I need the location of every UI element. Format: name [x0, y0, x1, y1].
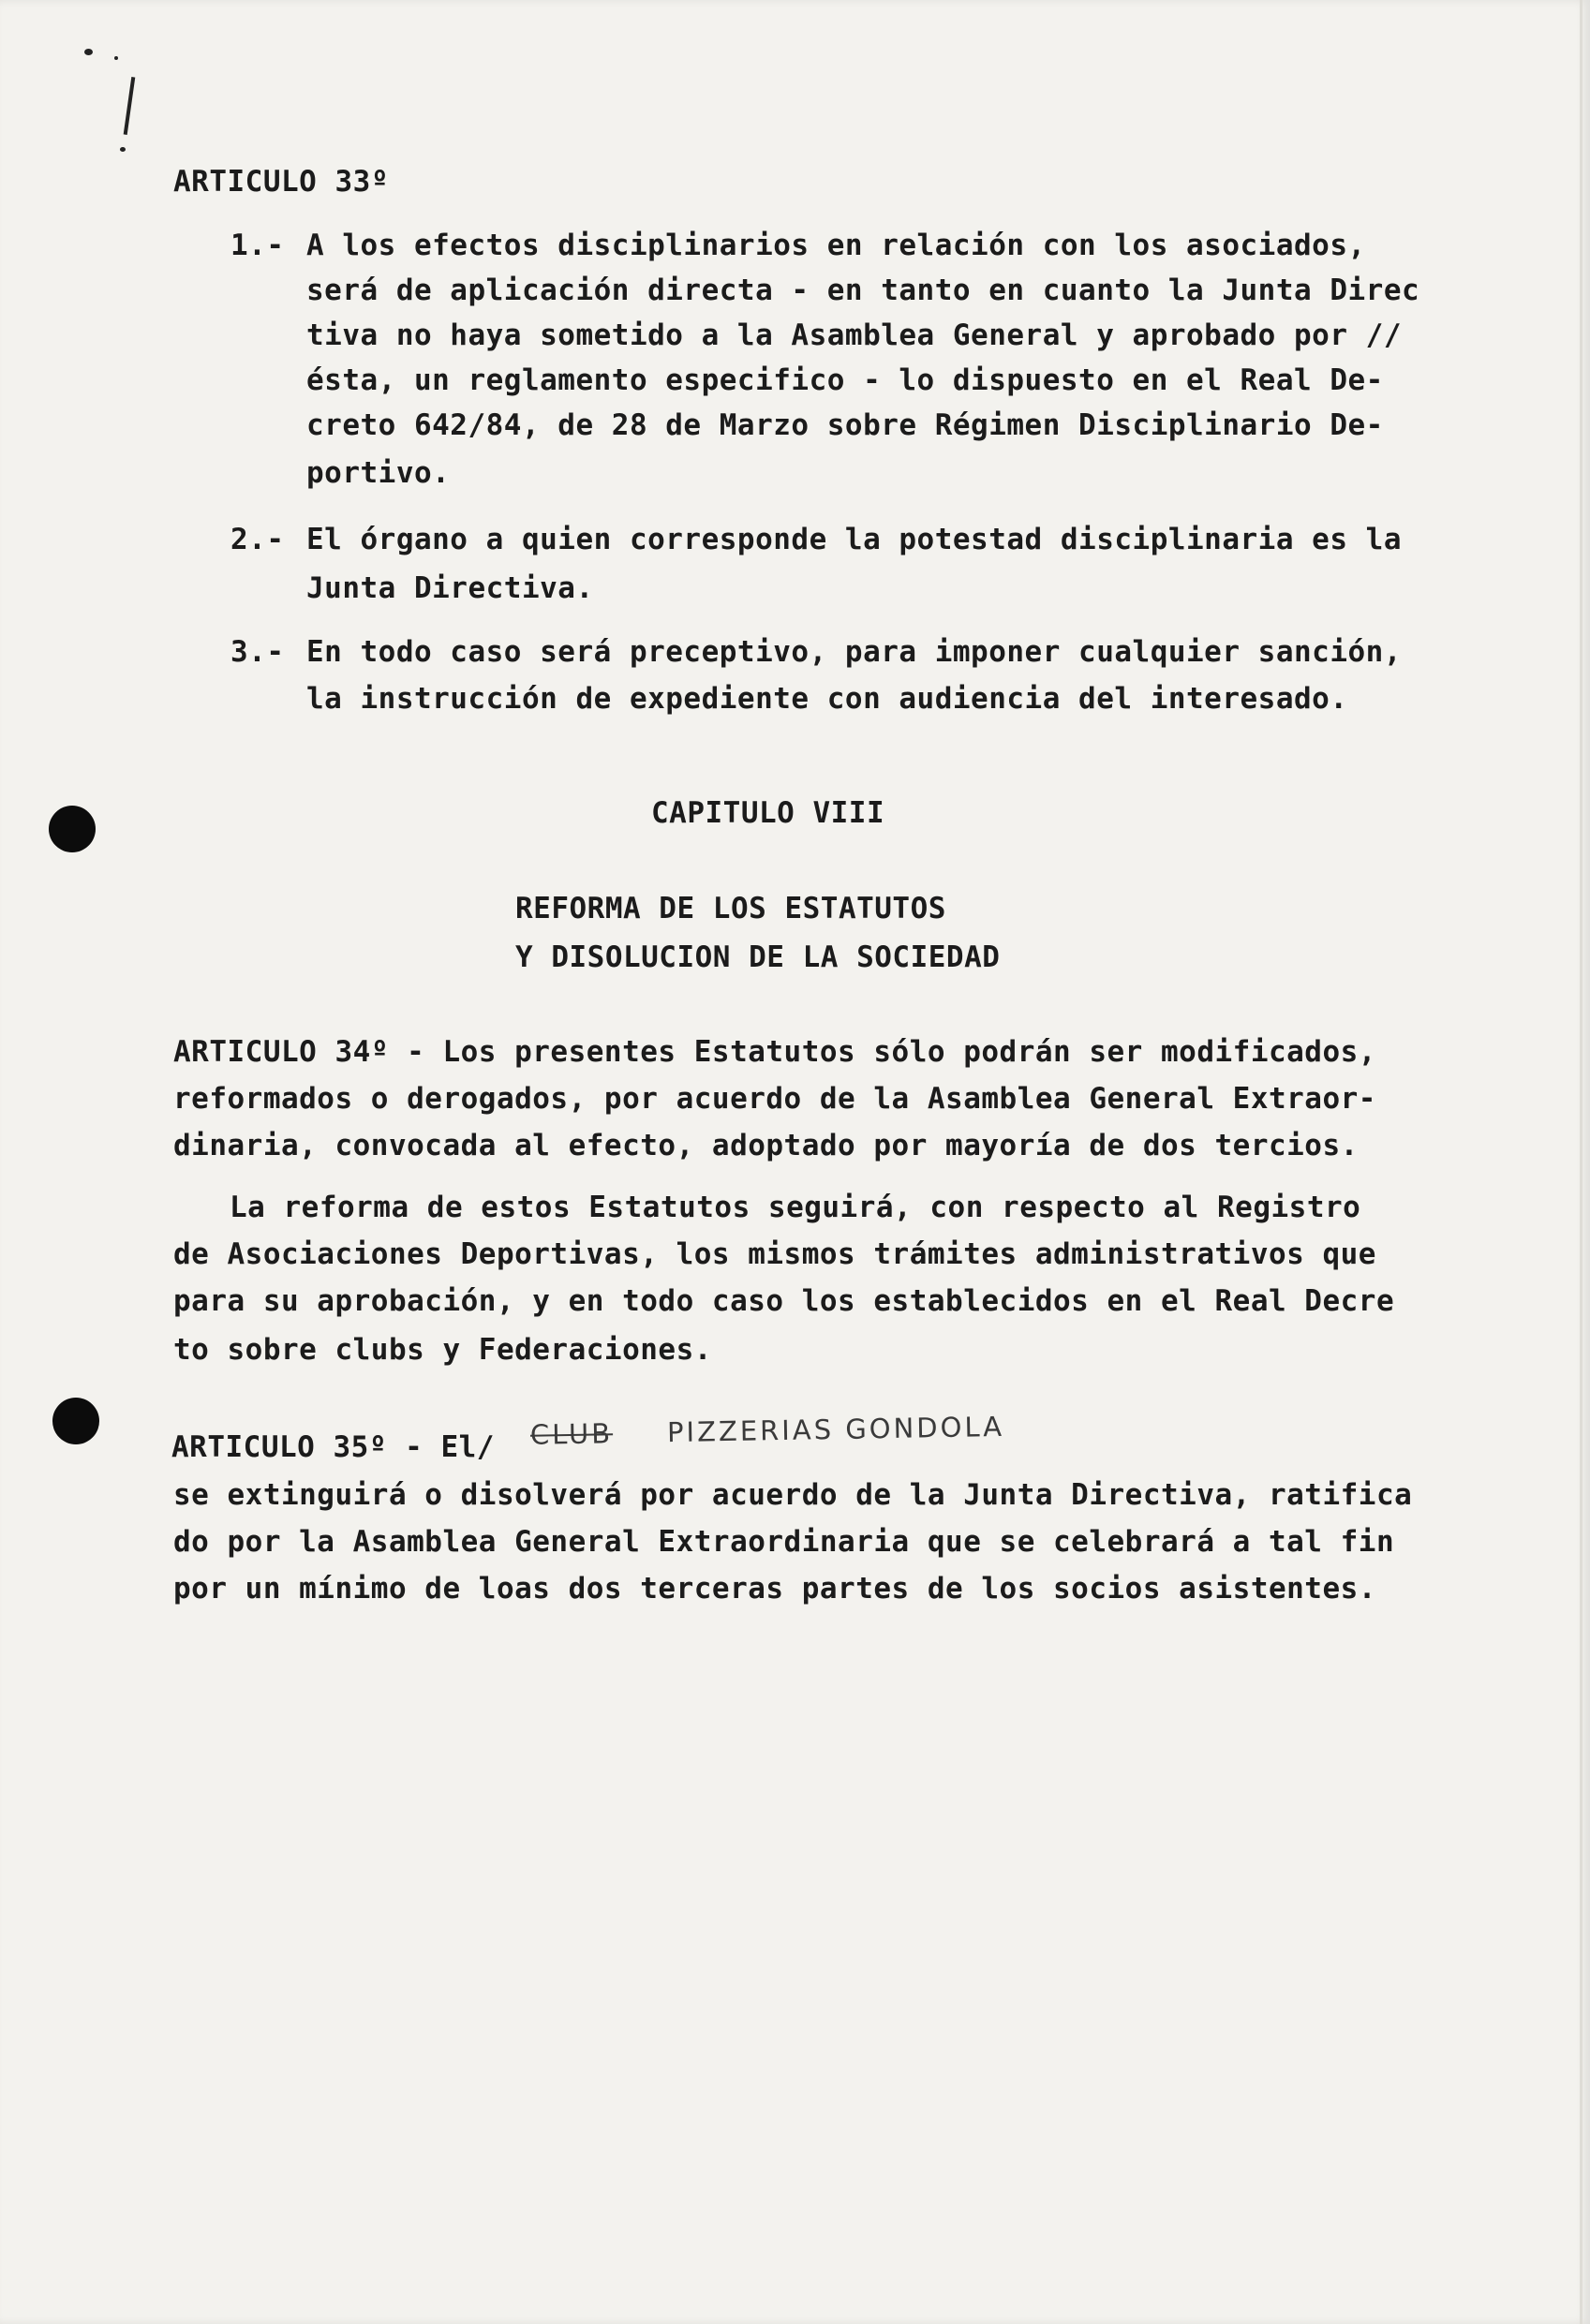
article-35-line: se extinguirá o disolverá por acuerdo de la Junta Directiva, ratifica	[173, 1478, 1413, 1512]
item-number: 3.-	[230, 635, 285, 669]
chapter-subtitle: REFORMA DE LOS ESTATUTOS	[515, 892, 946, 925]
item-1-line: portivo.	[306, 456, 451, 490]
item-3-line: En todo caso será preceptivo, para imponer cualquier sanción,	[306, 635, 1402, 669]
ink-speck	[84, 49, 93, 55]
chapter-title: CAPITULO VIII	[651, 796, 885, 830]
item-1-line: creto 642/84, de 28 de Marzo sobre Régimen Disciplinario De-	[306, 408, 1384, 442]
article-34-paragraph-line: de Asociaciones Deportivas, los mismos trámites administrativos que	[173, 1237, 1376, 1271]
item-1-line: ésta, un reglamento especifico - lo dispuesto en el Real De-	[306, 363, 1384, 397]
article-35-lead: ARTICULO 35º - El/	[171, 1430, 495, 1464]
ink-speck	[120, 147, 126, 152]
chapter-subtitle: Y DISOLUCION DE LA SOCIEDAD	[515, 940, 1001, 974]
article-34-line: ARTICULO 34º - Los presentes Estatutos sólo podrán ser modificados,	[173, 1035, 1376, 1069]
item-3-line: la instrucción de expediente con audiencia del interesado.	[306, 682, 1348, 716]
article-34-paragraph-line: to sobre clubs y Federaciones.	[173, 1333, 712, 1367]
article-35-line: do por la Asamblea General Extraordinaria que se celebrará a tal fin	[173, 1525, 1395, 1559]
article-34-paragraph-line: La reforma de estos Estatutos seguirá, con respecto al Registro	[230, 1191, 1361, 1224]
ink-speck	[114, 56, 118, 60]
punch-hole	[52, 1398, 99, 1444]
item-1-line: A los efectos disciplinarios en relación con los asociados,	[306, 229, 1366, 262]
item-number: 2.-	[230, 523, 285, 556]
handwritten-club-struck: CLUB	[529, 1417, 614, 1451]
item-1-line: será de aplicación directa - en tanto en cuanto la Junta Direc	[306, 274, 1420, 307]
article-33-heading: ARTICULO 33º	[173, 165, 389, 199]
article-35-line: por un mínimo de loas dos terceras partes de los socios asistentes.	[173, 1572, 1376, 1606]
page-edge	[1580, 0, 1583, 2324]
pencil-mark	[124, 77, 136, 135]
item-number: 1.-	[230, 229, 285, 262]
item-2-line: Junta Directiva.	[306, 571, 594, 605]
article-34-line: reformados o derogados, por acuerdo de la Asamblea General Extraor-	[173, 1082, 1376, 1116]
article-34-paragraph-line: para su aprobación, y en todo caso los establecidos en el Real Decre	[173, 1284, 1395, 1318]
item-2-line: El órgano a quien corresponde la potestad disciplinaria es la	[306, 523, 1402, 556]
article-34-line: dinaria, convocada al efecto, adoptado por mayoría de dos tercios.	[173, 1129, 1359, 1162]
punch-hole	[49, 806, 96, 852]
handwritten-club-name: PIZZERIAS GONDOLA	[666, 1410, 1005, 1449]
item-1-line: tiva no haya sometido a la Asamblea General y aprobado por //	[306, 318, 1402, 352]
